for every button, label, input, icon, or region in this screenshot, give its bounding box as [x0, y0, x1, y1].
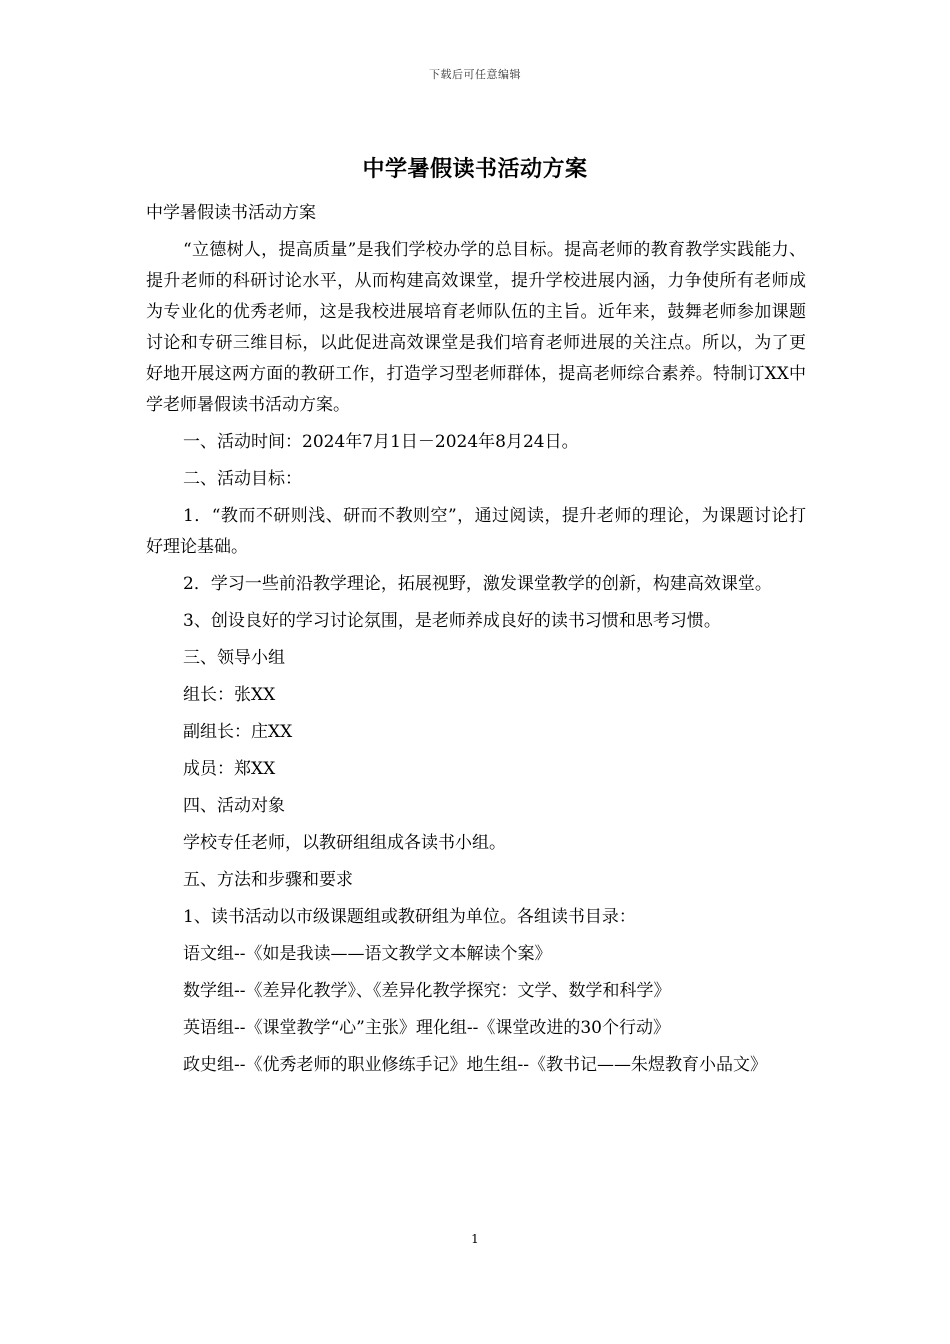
paragraph: 副组长：庄XX — [183, 722, 293, 742]
page-number: 1 — [471, 1232, 479, 1246]
paragraph: 中学暑假读书活动方案 — [146, 203, 316, 223]
paragraph: 3、创设良好的学习讨论氛围，是老师养成良好的读书习惯和思考习惯。 — [183, 611, 721, 631]
paragraph: 英语组--《课堂教学“心”主张》理化组--《课堂改进的30个行动》 — [183, 1018, 670, 1038]
paragraph: 组长：张XX — [183, 685, 276, 705]
paragraph: 学校专任老师，以教研组组成各读书小组。 — [183, 833, 506, 853]
paragraph: 五、方法和步骤和要求 — [183, 870, 353, 890]
paragraph: 1、读书活动以市级课题组或教研组为单位。各组读书目录： — [183, 907, 636, 927]
paragraph: 四、活动对象 — [183, 796, 285, 816]
paragraph: 数学组--《差异化教学》、《差异化教学探究：文学、数学和科学》 — [183, 981, 671, 1001]
paragraph: 1．“教而不研则浅、研而不教则空”，通过阅读，提升老师的理论，为课题讨论打好理论基础。 — [146, 506, 806, 557]
paragraph: 政史组--《优秀老师的职业修练手记》地生组--《教书记——朱煜教育小品文》 — [183, 1055, 767, 1075]
paragraph: 一、活动时间：2024年7月1日－2024年8月24日。 — [183, 432, 579, 452]
paragraph: “立德树人，提高质量”是我们学校办学的总目标。提高老师的教育教学实践能力、提升老师的科研讨论水平，从而构建高效课堂，提升学校进展内涵，力争使所有老师成为专业化的优秀老师，这是我校进展培育老师队伍的主旨。近年来，鼓舞老师参加课题讨论和专研三维目标，以此促进高效课堂是我们培育老师进展的关注点。所以，为了更好地开展这两方面的教研工作，打造学习型老师群体，提高老师综合素养。特制订XX中学老师暑假读书活动方案。 — [146, 240, 806, 415]
paragraph: 成员：郑XX — [183, 759, 276, 779]
paragraph: 2．学习一些前沿教学理论，拓展视野，激发课堂教学的创新，构建高效课堂。 — [183, 574, 772, 594]
page-header: 下载后可任意编辑 — [429, 68, 521, 81]
paragraph: 二、活动目标： — [183, 469, 302, 489]
document-title: 中学暑假读书活动方案 — [362, 156, 588, 182]
paragraph: 语文组--《如是我读——语文教学文本解读个案》 — [183, 944, 552, 964]
paragraph: 三、领导小组 — [183, 648, 285, 668]
document-body — [146, 198, 806, 1087]
